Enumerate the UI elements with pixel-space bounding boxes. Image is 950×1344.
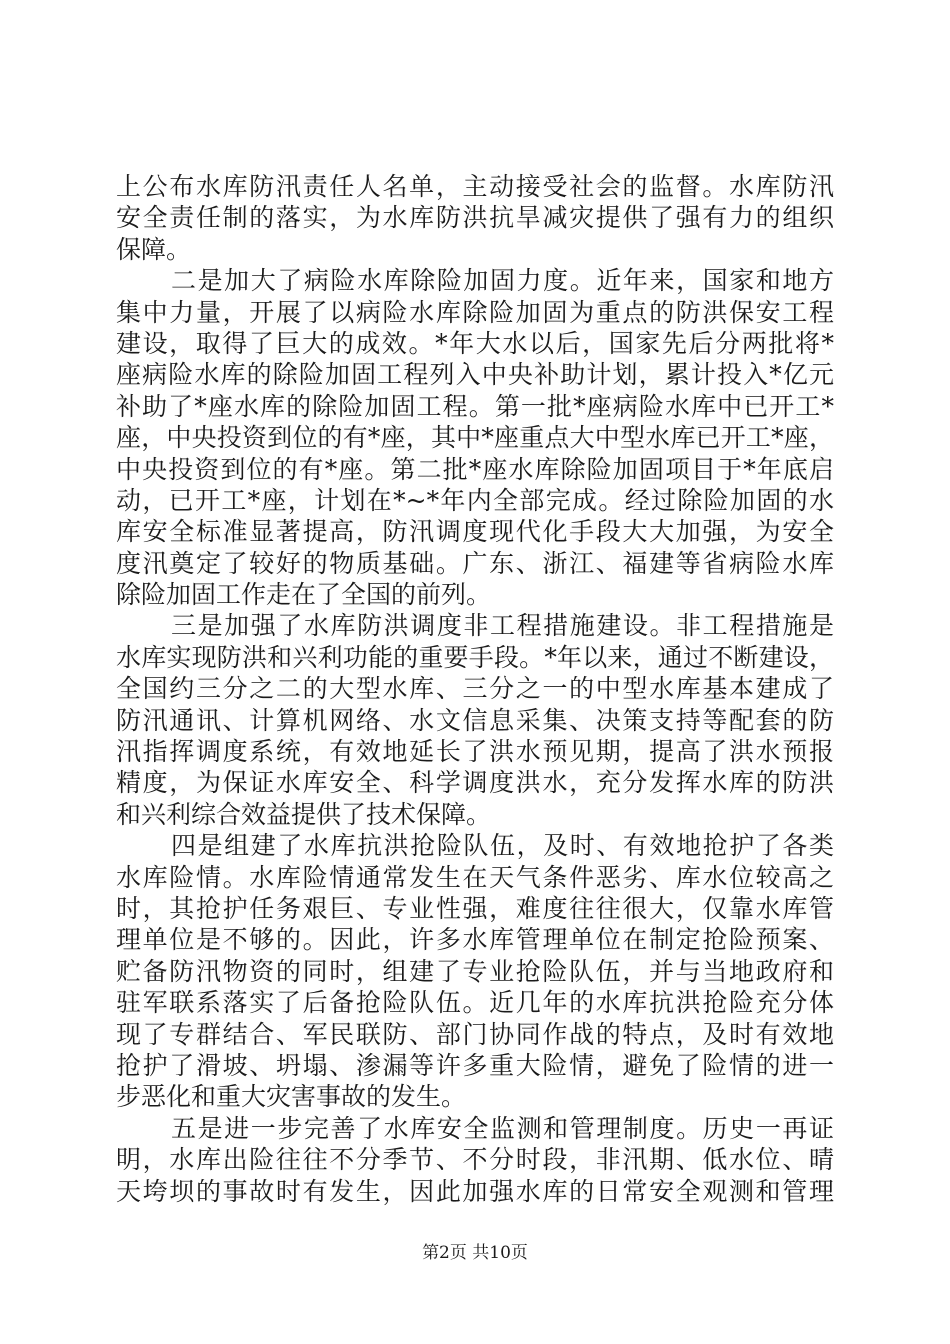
text-line: 补助了*座水库的除险加固工程。第一批*座病险水库中已开工*	[116, 391, 834, 421]
page-footer: 第2页 共10页	[422, 1243, 528, 1263]
text-line: 上公布水库防汛责任人名单，主动接受社会的监督。水库防汛	[116, 172, 834, 201]
text-line: 四是组建了水库抗洪抢险队伍，及时、有效地抢护了各类	[171, 831, 834, 861]
body-text	[116, 171, 834, 1207]
text-line: 库安全标准显著提高，防汛调度现代化手段大大加强，为安全	[116, 517, 834, 547]
text-line: 时，其抢护任务艰巨、专业性强，难度往往很大，仅靠水库管	[116, 893, 834, 923]
text-line: 水库险情。水库险情通常发生在天气条件恶劣、库水位较高之	[116, 862, 834, 892]
text-line: 驻军联系落实了后备抢险队伍。近几年的水库抗洪抢险充分体	[116, 988, 834, 1018]
text-line: 二是加大了病险水库除险加固力度。近年来，国家和地方	[171, 266, 834, 296]
text-line: 五是进一步完善了水库安全监测和管理制度。历史一再证	[171, 1113, 834, 1143]
text-line: 精度，为保证水库安全、科学调度洪水，充分发挥水库的防洪	[116, 768, 834, 798]
text-line: 动，已开工*座，计划在*~*年内全部完成。经过除险加固的水	[116, 485, 834, 515]
text-line: 贮备防汛物资的同时，组建了专业抢险队伍，并与当地政府和	[116, 956, 834, 986]
text-line: 全国约三分之二的大型水库、三分之一的中型水库基本建成了	[116, 674, 834, 704]
text-line: 座，中央投资到位的有*座，其中*座重点大中型水库已开工*座，	[116, 423, 834, 453]
text-line: 集中力量，开展了以病险水库除险加固为重点的防洪保安工程	[116, 297, 834, 327]
text-line: 抢护了滑坡、坍塌、渗漏等许多重大险情，避免了险情的进一	[116, 1050, 834, 1080]
text-line: 保障。	[116, 234, 192, 264]
text-line: 明，水库出险往往不分季节、不分时段，非汛期、低水位、晴	[116, 1145, 834, 1175]
text-line: 座病险水库的除险加固工程列入中央补助计划，累计投入*亿元	[116, 360, 834, 390]
text-line: 度汛奠定了较好的物质基础。广东、浙江、福建等省病险水库	[116, 548, 834, 578]
text-line: 除险加固工作走在了全国的前列。	[116, 580, 492, 610]
text-line: 水库实现防洪和兴利功能的重要手段。*年以来，通过不断建设，	[116, 642, 834, 672]
text-line: 中央投资到位的有*座。第二批*座水库除险加固项目于*年底启	[116, 454, 834, 484]
text-line: 汛指挥调度系统，有效地延长了洪水预见期，提高了洪水预报	[116, 737, 834, 767]
text-line: 安全责任制的落实，为水库防洪抗旱减灾提供了强有力的组织	[116, 203, 834, 233]
text-line: 现了专群结合、军民联防、部门协同作战的特点，及时有效地	[116, 1019, 834, 1049]
text-line: 建设，取得了巨大的成效。*年大水以后，国家先后分两批将*	[116, 328, 834, 358]
text-line: 三是加强了水库防洪调度非工程措施建设。非工程措施是	[171, 611, 834, 641]
text-line: 防汛通讯、计算机网络、水文信息采集、决策支持等配套的防	[116, 705, 834, 735]
text-line: 理单位是不够的。因此，许多水库管理单位在制定抢险预案、	[116, 925, 834, 955]
text-line: 和兴利综合效益提供了技术保障。	[116, 799, 492, 829]
text-line: 天垮坝的事故时有发生，因此加强水库的日常安全观测和管理	[116, 1176, 834, 1206]
text-line: 步恶化和重大灾害事故的发生。	[116, 1082, 467, 1112]
